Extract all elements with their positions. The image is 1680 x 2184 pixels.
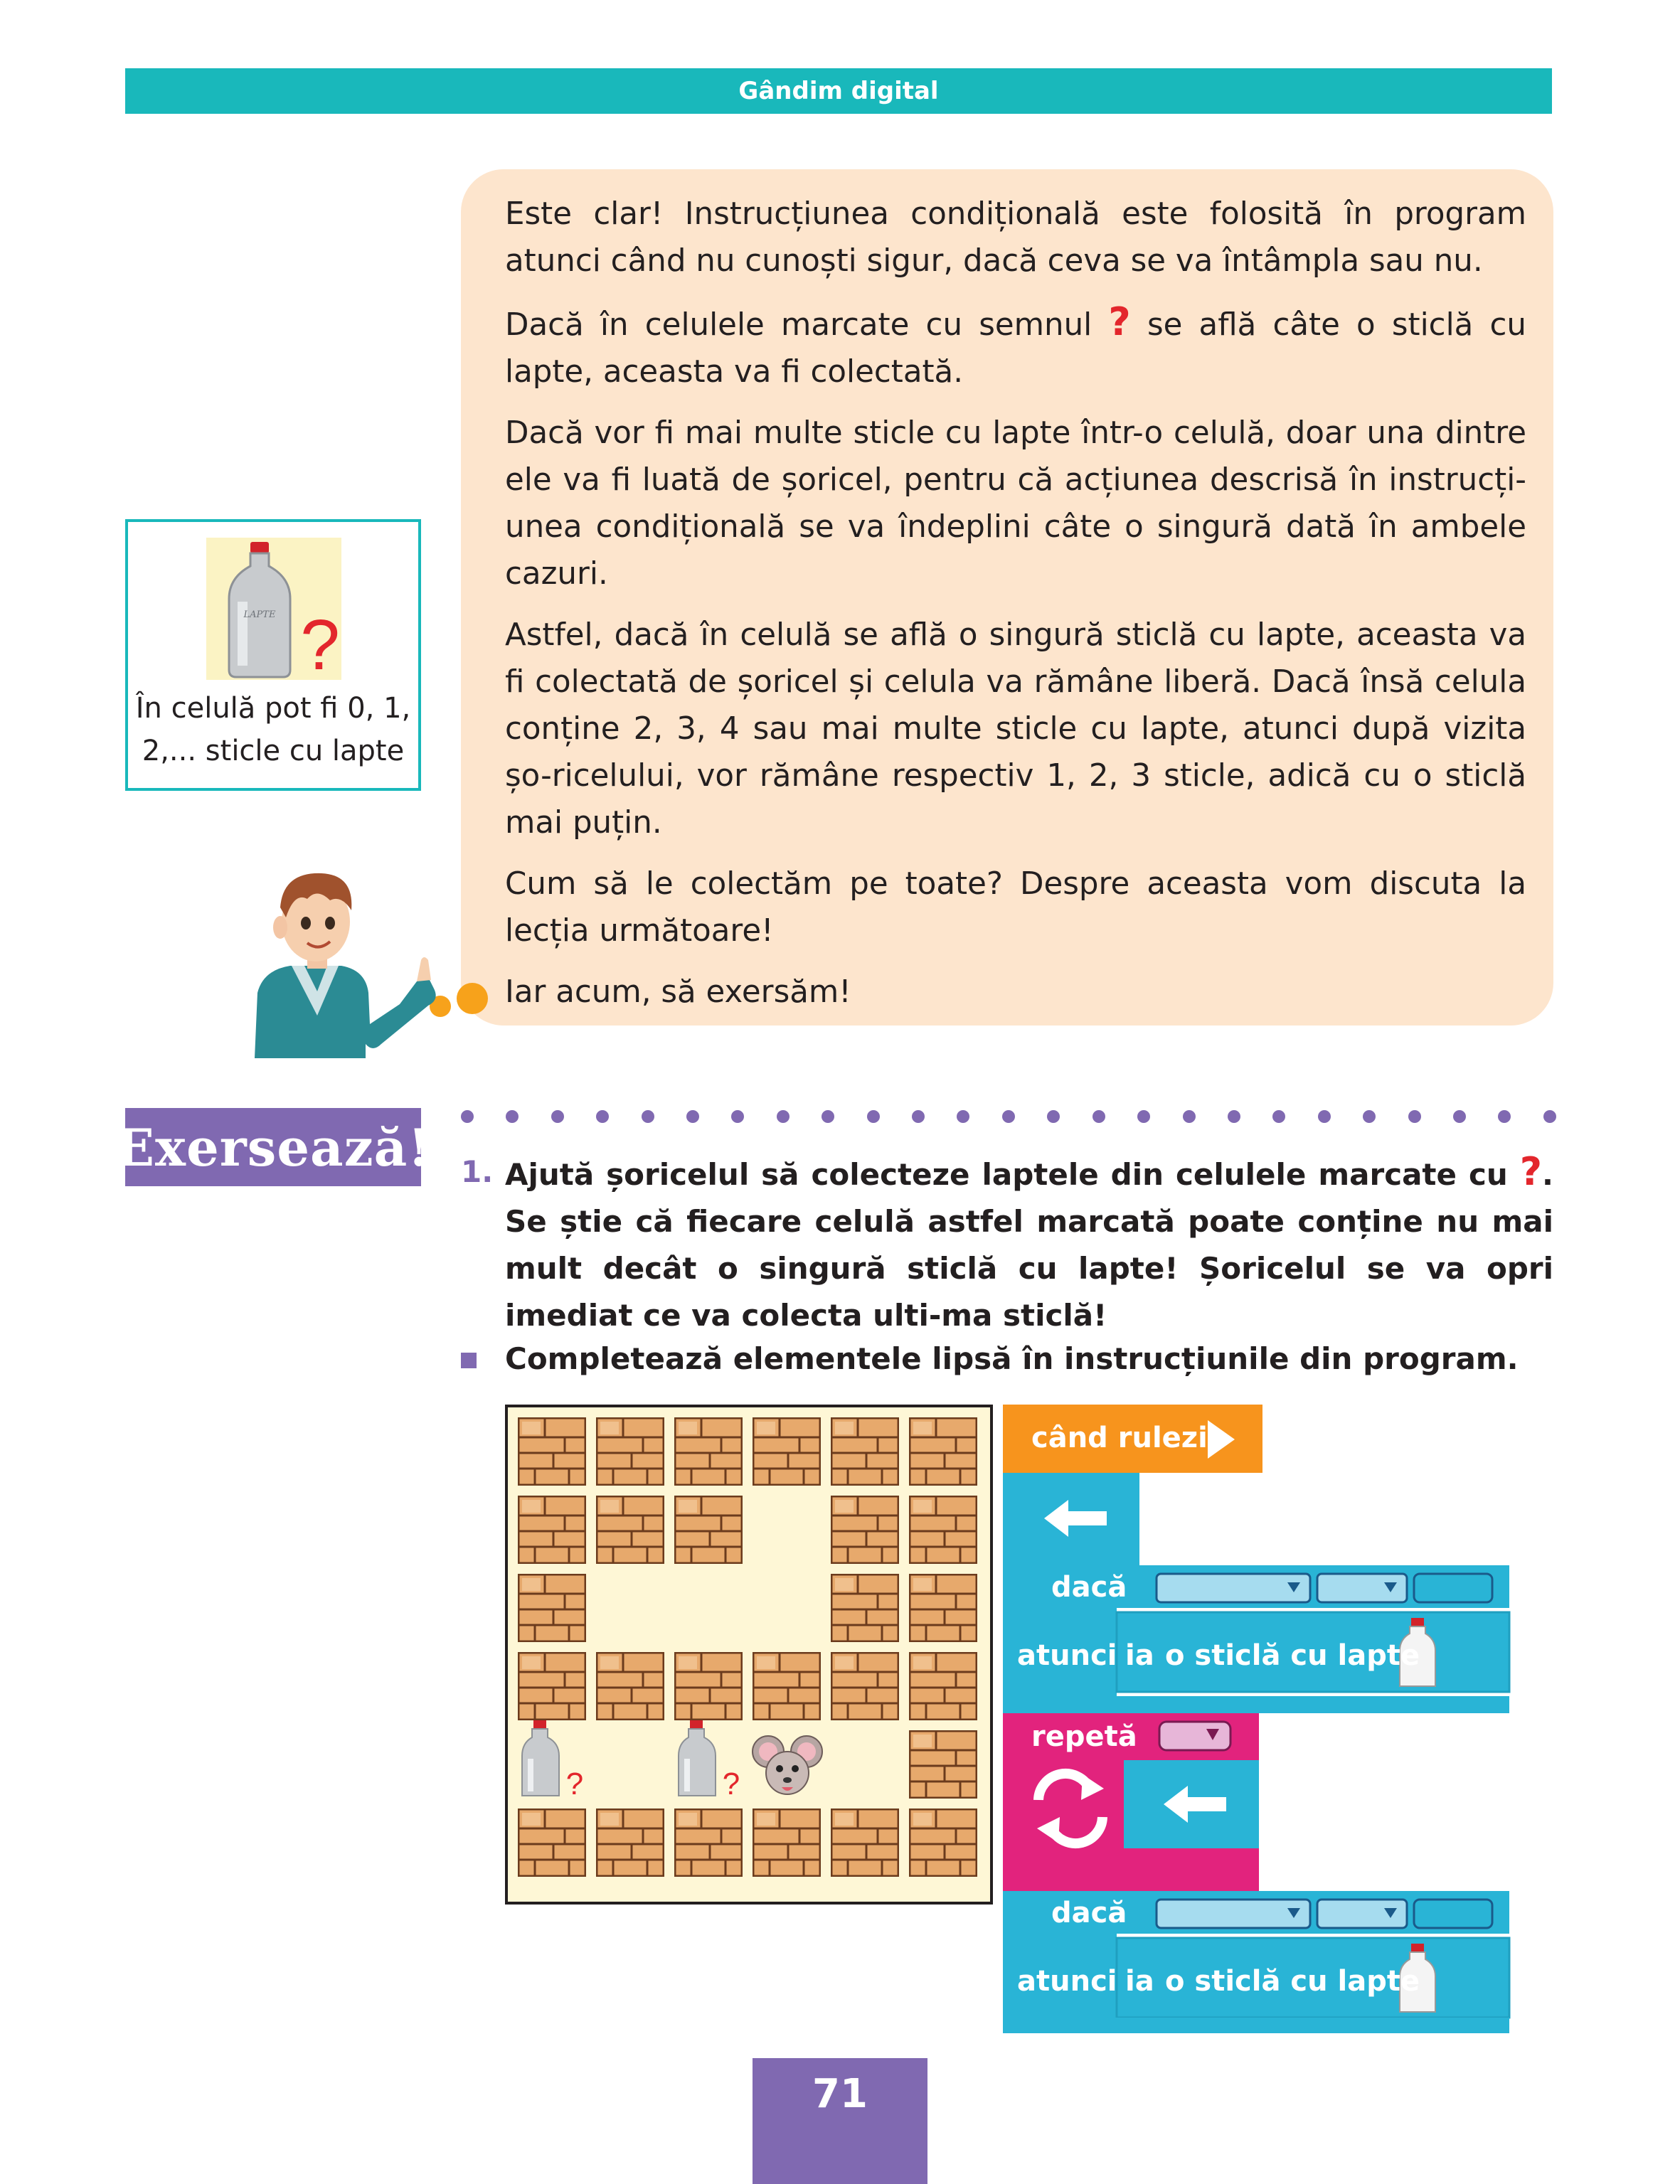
info-caption <box>128 687 418 772</box>
bubble-paragraph-1: Este clar! Instrucțiunea condițională este folosită în program atunci când nu cunoști sigur, dacă ceva se va întâmpla sau nu. <box>505 196 1526 279</box>
bubble-paragraph-6: Iar acum, să exersăm! <box>505 974 851 1010</box>
chapter-header <box>125 68 1552 114</box>
svg-text:?: ? <box>722 1767 740 1799</box>
question-mark-icon: ? <box>1519 1149 1543 1194</box>
bubble-paragraph-2 <box>505 299 1526 395</box>
wall-cell <box>909 1809 979 1878</box>
dotted-separator <box>461 1109 1556 1124</box>
wall-cell <box>674 1496 744 1565</box>
if-label-1: dacă <box>1051 1571 1127 1604</box>
wall-cell <box>909 1652 979 1722</box>
info-caption-line-1: În celulă pot fi 0, 1, <box>135 692 411 725</box>
wall-cell <box>909 1730 979 1800</box>
wall-cell <box>518 1574 588 1644</box>
program-blocks <box>1003 1405 1529 2037</box>
condition-dropdown-2b <box>1317 1900 1407 1928</box>
wall-cell <box>753 1652 822 1722</box>
wall-cell <box>518 1417 588 1487</box>
wall-cell <box>909 1496 979 1565</box>
square-bullet-icon <box>461 1353 477 1368</box>
page-number: 71 <box>753 2058 927 2184</box>
task-text <box>505 1149 1553 1339</box>
condition-value-2 <box>1414 1900 1492 1928</box>
repeat-label: repetă <box>1031 1720 1137 1753</box>
bottle-label: LAPTE <box>243 609 276 620</box>
wall-cell <box>596 1417 666 1487</box>
wall-cell <box>674 1417 744 1487</box>
wall-cell <box>674 1809 744 1878</box>
chapter-title: Gândim digital <box>738 77 939 105</box>
bubble-tail-dot-large <box>457 983 488 1014</box>
question-mark-icon: ? <box>1108 299 1131 344</box>
wall-cell <box>596 1809 666 1878</box>
milk-bottle-illustration <box>206 538 341 680</box>
then-label-2: atunci <box>1017 1965 1117 1998</box>
wall-cell <box>909 1574 979 1644</box>
milk-bottle-question-cell <box>518 1720 588 1799</box>
subtask <box>461 1336 1553 1383</box>
wall-cell <box>518 1496 588 1565</box>
info-box <box>125 519 421 791</box>
action-verb-2: ia <box>1125 1965 1154 1998</box>
mouse-icon <box>748 1730 826 1800</box>
if-label-2: dacă <box>1051 1897 1127 1929</box>
wall-cell <box>831 1809 900 1878</box>
boy-illustration <box>248 866 441 1058</box>
task-number: 1. <box>461 1154 494 1189</box>
svg-text:?: ? <box>565 1767 584 1799</box>
action-object-2: o sticlă cu lapte <box>1165 1965 1420 1998</box>
milk-bottle-icon <box>206 538 341 680</box>
wall-cell <box>674 1652 744 1722</box>
start-label: când rulezi <box>1031 1422 1208 1454</box>
exercise-title: Exersează! <box>125 1108 421 1186</box>
task-text-end: . Se știe că fiecare celulă astfel marcată poate conține nu mai mult decât o singură sticlă cu lapte! Șoricelul se va opri imediat ce va colecta ulti-ma sticlă! <box>505 1157 1553 1333</box>
speech-bubble <box>461 169 1553 1026</box>
bubble-paragraph-3: Dacă vor fi mai multe sticle cu lapte într-o celulă, doar una dintre ele va fi luată de șoricel, pentru că acțiunea descrisă în instrucți-unea condițională se va îndeplini câte o singură dată în ambele cazuri. <box>505 415 1526 592</box>
action-verb-1: ia <box>1125 1639 1154 1672</box>
wall-cell <box>518 1809 588 1878</box>
then-label-1: atunci <box>1017 1639 1117 1672</box>
wall-cell <box>753 1417 822 1487</box>
bubble-paragraph-4: Astfel, dacă în celulă se află o singură sticlă cu lapte, aceasta va fi colectată de șoricel și celula va rămâne liberă. Dacă însă celula conține 2, 3, 4 sau mai multe sticle cu lapte, atunci după vizita șo-ricelului, vor rămâne respectiv 1, 2, 3 sticle, adică cu o sticlă mai puțin. <box>505 617 1526 841</box>
task-1 <box>461 1149 1553 1339</box>
condition-dropdown-2a <box>1157 1900 1310 1928</box>
repeat-count-dropdown <box>1159 1722 1230 1750</box>
bubble-p2-text-end: se află câte o sticlă cu lapte, aceasta va fi colectată. <box>505 307 1526 390</box>
wall-cell <box>831 1652 900 1722</box>
condition-value-1 <box>1414 1574 1492 1602</box>
wall-cell <box>831 1574 900 1644</box>
bubble-p2-text: Dacă în celulele marcate cu semnul <box>505 307 1109 343</box>
wall-cell <box>831 1417 900 1487</box>
milk-bottle-question-cell <box>674 1720 744 1799</box>
condition-dropdown-1b <box>1317 1574 1407 1602</box>
wall-cell <box>596 1496 666 1565</box>
bubble-paragraph-5: Cum să le colectăm pe toate? Despre aceasta vom discuta la lecția următoare! <box>505 866 1526 949</box>
action-object-1: o sticlă cu lapte <box>1165 1639 1420 1672</box>
subtask-text: Completează elementele lipsă în instrucțiunile din program. <box>505 1341 1519 1376</box>
wall-cell <box>596 1652 666 1722</box>
wall-cell <box>909 1417 979 1487</box>
maze-grid <box>505 1405 993 1905</box>
condition-dropdown-1a <box>1157 1574 1310 1602</box>
wall-cell <box>831 1496 900 1565</box>
wall-cell <box>753 1809 822 1878</box>
wall-cell <box>518 1652 588 1722</box>
task-text-start: Ajută șoricelul să colecteze laptele din celulele marcate cu <box>505 1157 1520 1192</box>
info-caption-line-2: 2,... sticle cu lapte <box>142 735 405 767</box>
bottle-question-mark: ? <box>300 605 340 680</box>
